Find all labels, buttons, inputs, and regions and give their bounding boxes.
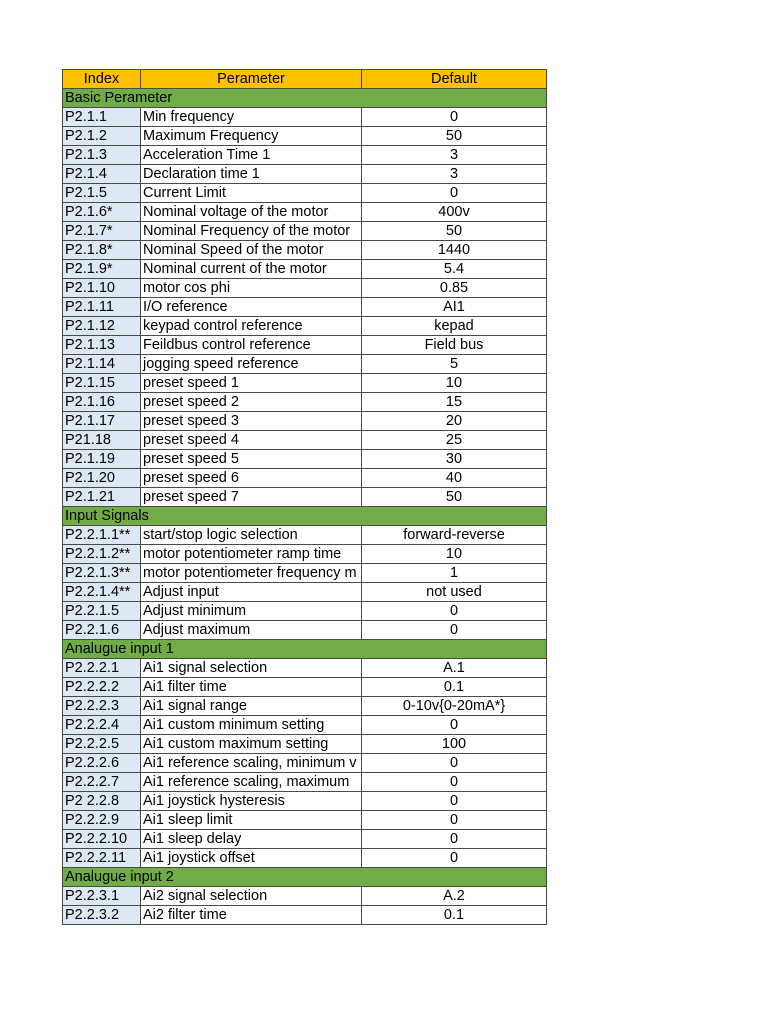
- default-cell[interactable]: forward-reverse: [362, 526, 547, 545]
- index-cell[interactable]: P2.2.1.1**: [63, 526, 141, 545]
- index-cell[interactable]: P2.1.19: [63, 450, 141, 469]
- parameter-cell[interactable]: Ai1 reference scaling, maximum: [141, 773, 362, 792]
- default-cell[interactable]: 10: [362, 374, 547, 393]
- parameter-cell[interactable]: Nominal Speed of the motor: [141, 241, 362, 260]
- table-row: [63, 697, 547, 716]
- parameter-cell[interactable]: Ai1 reference scaling, minimum v: [141, 754, 362, 773]
- index-cell[interactable]: P2.1.3: [63, 146, 141, 165]
- table-row: [63, 621, 547, 640]
- default-cell[interactable]: 0: [362, 792, 547, 811]
- index-cell[interactable]: P2.2.2.5: [63, 735, 141, 754]
- parameter-cell[interactable]: Ai1 signal selection: [141, 659, 362, 678]
- table-row: [63, 659, 547, 678]
- index-cell[interactable]: P2.2.3.1: [63, 887, 141, 906]
- index-cell[interactable]: P2.2.2.4: [63, 716, 141, 735]
- section-header-row: [63, 507, 547, 526]
- parameter-cell[interactable]: Maximum Frequency: [141, 127, 362, 146]
- index-cell[interactable]: P2.1.1: [63, 108, 141, 127]
- index-cell[interactable]: P2.2.2.10: [63, 830, 141, 849]
- section-header-row: [63, 89, 547, 108]
- table-row: [63, 279, 547, 298]
- parameter-cell[interactable]: Ai2 filter time: [141, 906, 362, 925]
- index-cell[interactable]: P2.1.5: [63, 184, 141, 203]
- default-cell[interactable]: 1: [362, 564, 547, 583]
- default-cell[interactable]: A.1: [362, 659, 547, 678]
- parameter-cell[interactable]: Nominal voltage of the motor: [141, 203, 362, 222]
- table-row: [63, 849, 547, 868]
- parameter-cell[interactable]: Adjust input: [141, 583, 362, 602]
- parameter-cell[interactable]: preset speed 2: [141, 393, 362, 412]
- parameter-cell[interactable]: preset speed 7: [141, 488, 362, 507]
- default-cell[interactable]: 50: [362, 222, 547, 241]
- default-cell[interactable]: 0: [362, 754, 547, 773]
- default-cell[interactable]: not used: [362, 583, 547, 602]
- default-cell[interactable]: 0: [362, 811, 547, 830]
- table-row: [63, 792, 547, 811]
- table-row: [63, 165, 547, 184]
- index-cell[interactable]: P2.1.21: [63, 488, 141, 507]
- index-cell[interactable]: P2.1.16: [63, 393, 141, 412]
- default-cell[interactable]: 0.85: [362, 279, 547, 298]
- default-cell[interactable]: 0: [362, 602, 547, 621]
- parameter-cell[interactable]: preset speed 3: [141, 412, 362, 431]
- table-row: [63, 412, 547, 431]
- parameter-cell[interactable]: Ai2 signal selection: [141, 887, 362, 906]
- index-cell[interactable]: P2.1.11: [63, 298, 141, 317]
- index-cell[interactable]: P2.2.1.5: [63, 602, 141, 621]
- default-cell[interactable]: 100: [362, 735, 547, 754]
- index-cell[interactable]: P2.2.2.6: [63, 754, 141, 773]
- table-row: [63, 830, 547, 849]
- index-cell[interactable]: P2.1.9*: [63, 260, 141, 279]
- parameter-cell[interactable]: motor potentiometer frequency m: [141, 564, 362, 583]
- parameter-cell[interactable]: Feildbus control reference: [141, 336, 362, 355]
- table-row: [63, 127, 547, 146]
- default-cell[interactable]: 30: [362, 450, 547, 469]
- parameter-cell[interactable]: Ai1 filter time: [141, 678, 362, 697]
- table-row: [63, 260, 547, 279]
- index-cell[interactable]: P2.2.2.11: [63, 849, 141, 868]
- parameter-cell[interactable]: Nominal current of the motor: [141, 260, 362, 279]
- parameter-cell[interactable]: Ai1 joystick offset: [141, 849, 362, 868]
- default-cell[interactable]: 0: [362, 184, 547, 203]
- parameter-cell[interactable]: Current Limit: [141, 184, 362, 203]
- default-cell[interactable]: 0: [362, 108, 547, 127]
- index-cell[interactable]: P2.2.1.4**: [63, 583, 141, 602]
- parameter-cell[interactable]: Min frequency: [141, 108, 362, 127]
- table-row: [63, 773, 547, 792]
- default-cell[interactable]: 3: [362, 146, 547, 165]
- default-cell[interactable]: 40: [362, 469, 547, 488]
- table-row: [63, 545, 547, 564]
- column-header-index[interactable]: Index: [63, 70, 141, 89]
- section-header-row: [63, 868, 547, 887]
- index-cell[interactable]: P2.1.15: [63, 374, 141, 393]
- table-row: [63, 583, 547, 602]
- index-cell[interactable]: P2.2.1.6: [63, 621, 141, 640]
- index-cell[interactable]: P2.1.17: [63, 412, 141, 431]
- parameter-cell[interactable]: Adjust maximum: [141, 621, 362, 640]
- index-cell[interactable]: P2.2.2.1: [63, 659, 141, 678]
- index-cell[interactable]: P2.2.1.2**: [63, 545, 141, 564]
- default-cell[interactable]: 0: [362, 830, 547, 849]
- table-row: [63, 241, 547, 260]
- parameter-cell[interactable]: Adjust minimum: [141, 602, 362, 621]
- parameter-cell[interactable]: motor cos phi: [141, 279, 362, 298]
- index-cell[interactable]: P2.2.3.2: [63, 906, 141, 925]
- parameter-cell[interactable]: preset speed 1: [141, 374, 362, 393]
- default-cell[interactable]: Field bus: [362, 336, 547, 355]
- table-row: [63, 469, 547, 488]
- table-row: [63, 811, 547, 830]
- index-cell[interactable]: P2.1.20: [63, 469, 141, 488]
- index-cell[interactable]: P2.1.10: [63, 279, 141, 298]
- header-row: [63, 70, 547, 89]
- default-cell[interactable]: 25: [362, 431, 547, 450]
- default-cell[interactable]: 20: [362, 412, 547, 431]
- index-cell[interactable]: P2.1.7*: [63, 222, 141, 241]
- parameter-cell[interactable]: motor potentiometer ramp time: [141, 545, 362, 564]
- index-cell[interactable]: P2.1.12: [63, 317, 141, 336]
- table-row: [63, 222, 547, 241]
- index-cell[interactable]: P2.2.2.2: [63, 678, 141, 697]
- parameter-cell[interactable]: preset speed 4: [141, 431, 362, 450]
- table-row: [63, 564, 547, 583]
- table-row: [63, 735, 547, 754]
- parameter-cell[interactable]: Ai1 custom maximum setting: [141, 735, 362, 754]
- table-row: [63, 298, 547, 317]
- table-row: [63, 374, 547, 393]
- index-cell[interactable]: P21.18: [63, 431, 141, 450]
- index-cell[interactable]: P2.1.8*: [63, 241, 141, 260]
- section-title[interactable]: Basic Perameter: [63, 89, 547, 108]
- parameter-cell[interactable]: keypad control reference: [141, 317, 362, 336]
- default-cell[interactable]: 400v: [362, 203, 547, 222]
- parameter-cell[interactable]: Ai1 sleep limit: [141, 811, 362, 830]
- default-cell[interactable]: 0: [362, 621, 547, 640]
- default-cell[interactable]: 0: [362, 716, 547, 735]
- default-cell[interactable]: 1440: [362, 241, 547, 260]
- table-row: [63, 887, 547, 906]
- index-cell[interactable]: P2.1.4: [63, 165, 141, 184]
- parameter-cell[interactable]: Nominal Frequency of the motor: [141, 222, 362, 241]
- column-header-parameter[interactable]: Perameter: [141, 70, 362, 89]
- parameter-cell[interactable]: preset speed 5: [141, 450, 362, 469]
- table-row: [63, 602, 547, 621]
- section-title[interactable]: Analugue input 2: [63, 868, 547, 887]
- default-cell[interactable]: 10: [362, 545, 547, 564]
- table-row: [63, 203, 547, 222]
- parameter-cell[interactable]: Declaration time 1: [141, 165, 362, 184]
- table-row: [63, 393, 547, 412]
- default-cell[interactable]: 0.1: [362, 906, 547, 925]
- index-cell[interactable]: P2.1.14: [63, 355, 141, 374]
- parameter-table: [62, 69, 547, 925]
- parameter-cell[interactable]: preset speed 6: [141, 469, 362, 488]
- parameter-cell[interactable]: jogging speed reference: [141, 355, 362, 374]
- table-row: [63, 431, 547, 450]
- table-row: [63, 355, 547, 374]
- default-cell[interactable]: 5: [362, 355, 547, 374]
- column-header-default[interactable]: Default: [362, 70, 547, 89]
- parameter-cell[interactable]: Acceleration Time 1: [141, 146, 362, 165]
- index-cell[interactable]: P2.2.1.3**: [63, 564, 141, 583]
- table-row: [63, 184, 547, 203]
- table-row: [63, 108, 547, 127]
- index-cell[interactable]: P2.1.6*: [63, 203, 141, 222]
- section-title[interactable]: Input Signals: [63, 507, 547, 526]
- index-cell[interactable]: P2 2.2.8: [63, 792, 141, 811]
- index-cell[interactable]: P2.2.2.3: [63, 697, 141, 716]
- table-row: [63, 678, 547, 697]
- parameter-cell[interactable]: Ai1 custom minimum setting: [141, 716, 362, 735]
- parameter-cell[interactable]: Ai1 signal range: [141, 697, 362, 716]
- default-cell[interactable]: 50: [362, 127, 547, 146]
- index-cell[interactable]: P2.1.13: [63, 336, 141, 355]
- table-row: [63, 146, 547, 165]
- table-row: [63, 488, 547, 507]
- table-row: [63, 450, 547, 469]
- default-cell[interactable]: AI1: [362, 298, 547, 317]
- default-cell[interactable]: A.2: [362, 887, 547, 906]
- default-cell[interactable]: 3: [362, 165, 547, 184]
- table-row: [63, 716, 547, 735]
- table-row: [63, 526, 547, 545]
- table-row: [63, 754, 547, 773]
- default-cell[interactable]: 0: [362, 773, 547, 792]
- default-cell[interactable]: 15: [362, 393, 547, 412]
- parameter-cell[interactable]: Ai1 sleep delay: [141, 830, 362, 849]
- default-cell[interactable]: 50: [362, 488, 547, 507]
- table-body: [63, 89, 547, 925]
- default-cell[interactable]: 0: [362, 849, 547, 868]
- default-cell[interactable]: 0.1: [362, 678, 547, 697]
- index-cell[interactable]: P2.1.2: [63, 127, 141, 146]
- default-cell[interactable]: 0-10v{0-20mA*}: [362, 697, 547, 716]
- parameter-cell[interactable]: Ai1 joystick hysteresis: [141, 792, 362, 811]
- default-cell[interactable]: kepad: [362, 317, 547, 336]
- index-cell[interactable]: P2.2.2.9: [63, 811, 141, 830]
- table-row: [63, 317, 547, 336]
- parameter-cell[interactable]: I/O reference: [141, 298, 362, 317]
- table-row: [63, 906, 547, 925]
- default-cell[interactable]: 5.4: [362, 260, 547, 279]
- index-cell[interactable]: P2.2.2.7: [63, 773, 141, 792]
- table-row: [63, 336, 547, 355]
- section-title[interactable]: Analugue input 1: [63, 640, 547, 659]
- section-header-row: [63, 640, 547, 659]
- parameter-cell[interactable]: start/stop logic selection: [141, 526, 362, 545]
